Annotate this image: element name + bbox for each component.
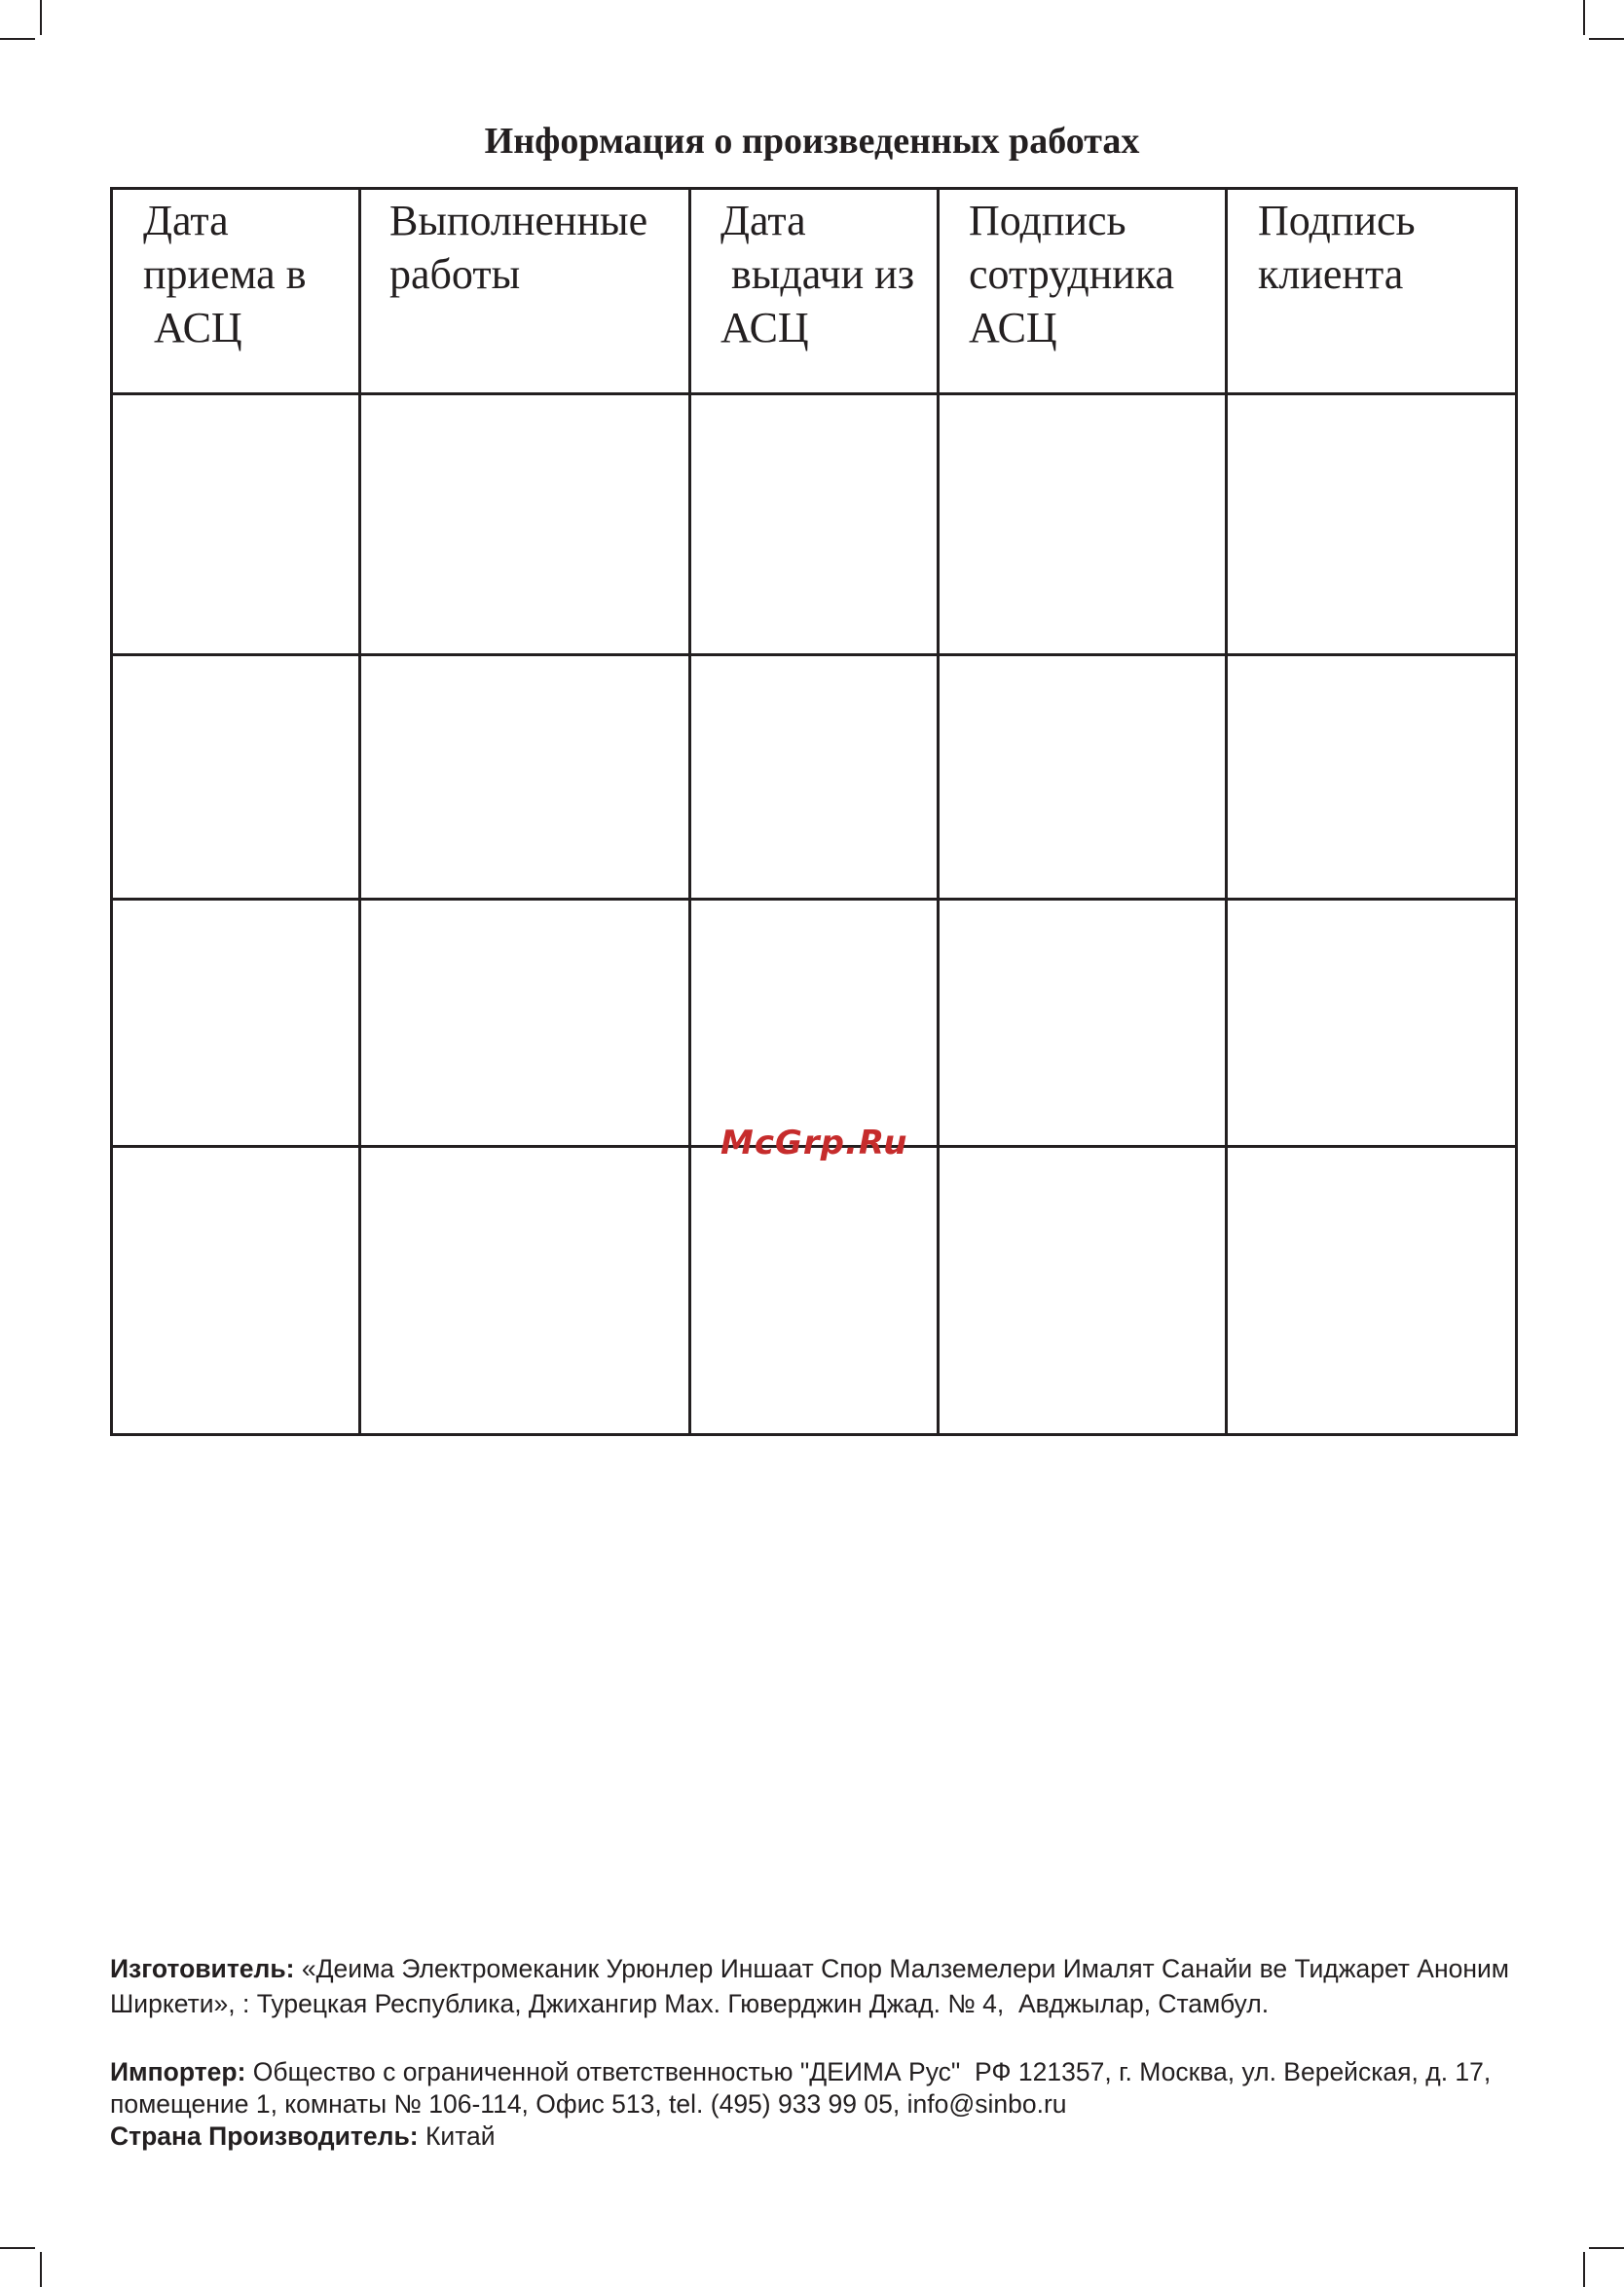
crop-mark-bottom-right xyxy=(1583,2252,1585,2287)
crop-mark-bottom-left-h xyxy=(0,2247,35,2249)
table-cell[interactable] xyxy=(939,900,1227,1147)
crop-mark-bottom-right-h xyxy=(1589,2247,1624,2249)
crop-mark-top-left xyxy=(40,0,42,35)
table-cell[interactable] xyxy=(360,1147,690,1435)
works-table xyxy=(110,187,1518,1436)
manufacturer-block xyxy=(110,1951,1522,2021)
page-title: Информация о произведенных работах xyxy=(484,121,1140,162)
table-row xyxy=(112,655,1517,900)
table-cell[interactable] xyxy=(1227,394,1517,655)
table-cell[interactable] xyxy=(690,900,939,1147)
header-staff-signature: Подпись сотрудника АСЦ xyxy=(939,189,1227,394)
table-header-row xyxy=(112,189,1517,394)
importer-line-2: помещение 1, комнаты № 106-114, Офис 513, tel. (495) 933 99 05, info@sinbo.ru xyxy=(110,2089,1067,2119)
importer-block xyxy=(110,2056,1522,2153)
table-row xyxy=(112,394,1517,655)
table-cell[interactable] xyxy=(112,655,360,900)
table-cell[interactable] xyxy=(112,1147,360,1435)
country-label: Страна Производитель: xyxy=(110,2121,419,2151)
table-cell[interactable] xyxy=(112,394,360,655)
table-cell[interactable] xyxy=(939,655,1227,900)
country-value: Китай xyxy=(418,2121,496,2151)
crop-mark-bottom-left xyxy=(40,2252,42,2287)
manufacturer-label: Изготовитель: xyxy=(110,1954,295,1983)
table-cell[interactable] xyxy=(690,1147,939,1435)
watermark: McGrp.Ru xyxy=(720,1124,908,1162)
table-cell[interactable] xyxy=(1227,655,1517,900)
table-row xyxy=(112,900,1517,1147)
table-cell[interactable] xyxy=(360,900,690,1147)
table-cell[interactable] xyxy=(690,394,939,655)
table-cell[interactable] xyxy=(1227,1147,1517,1435)
crop-mark-top-right xyxy=(1583,0,1585,35)
manufacturer-line-2: Ширкети», : Турецкая Республика, Джихангир Мах. Гюверджин Джад. № 4, Авджылар, Стамбул. xyxy=(110,1989,1270,2018)
crop-mark-top-right-h xyxy=(1589,38,1624,40)
importer-label: Импортер: xyxy=(110,2057,246,2086)
header-client-signature: Подпись клиента xyxy=(1227,189,1517,394)
header-intake-date: Дата приема в АСЦ xyxy=(112,189,360,394)
manufacturer-line-1: Изготовитель: «Деима Электромеканик Урюнлер Иншаат Спор Малземелери Ималят Санайи ве Тиджарет Аноним xyxy=(110,1954,1510,1983)
table-cell[interactable] xyxy=(939,394,1227,655)
table-cell[interactable] xyxy=(360,655,690,900)
table-row xyxy=(112,1147,1517,1435)
table-cell[interactable] xyxy=(939,1147,1227,1435)
importer-line-1: Импортер: Общество с ограниченной ответственностью "ДЕИМА Рус" РФ 121357, г. Москва, ул. Верейская, д. 17, xyxy=(110,2057,1492,2086)
table-cell[interactable] xyxy=(1227,900,1517,1147)
header-release-date: Дата выдачи из АСЦ xyxy=(690,189,939,394)
country-line xyxy=(110,2121,1522,2153)
table-cell[interactable] xyxy=(690,655,939,900)
header-works-done: Выполненные работы xyxy=(360,189,690,394)
table-cell[interactable] xyxy=(360,394,690,655)
table-cell[interactable] xyxy=(112,900,360,1147)
crop-mark-top-left-h xyxy=(0,38,35,40)
